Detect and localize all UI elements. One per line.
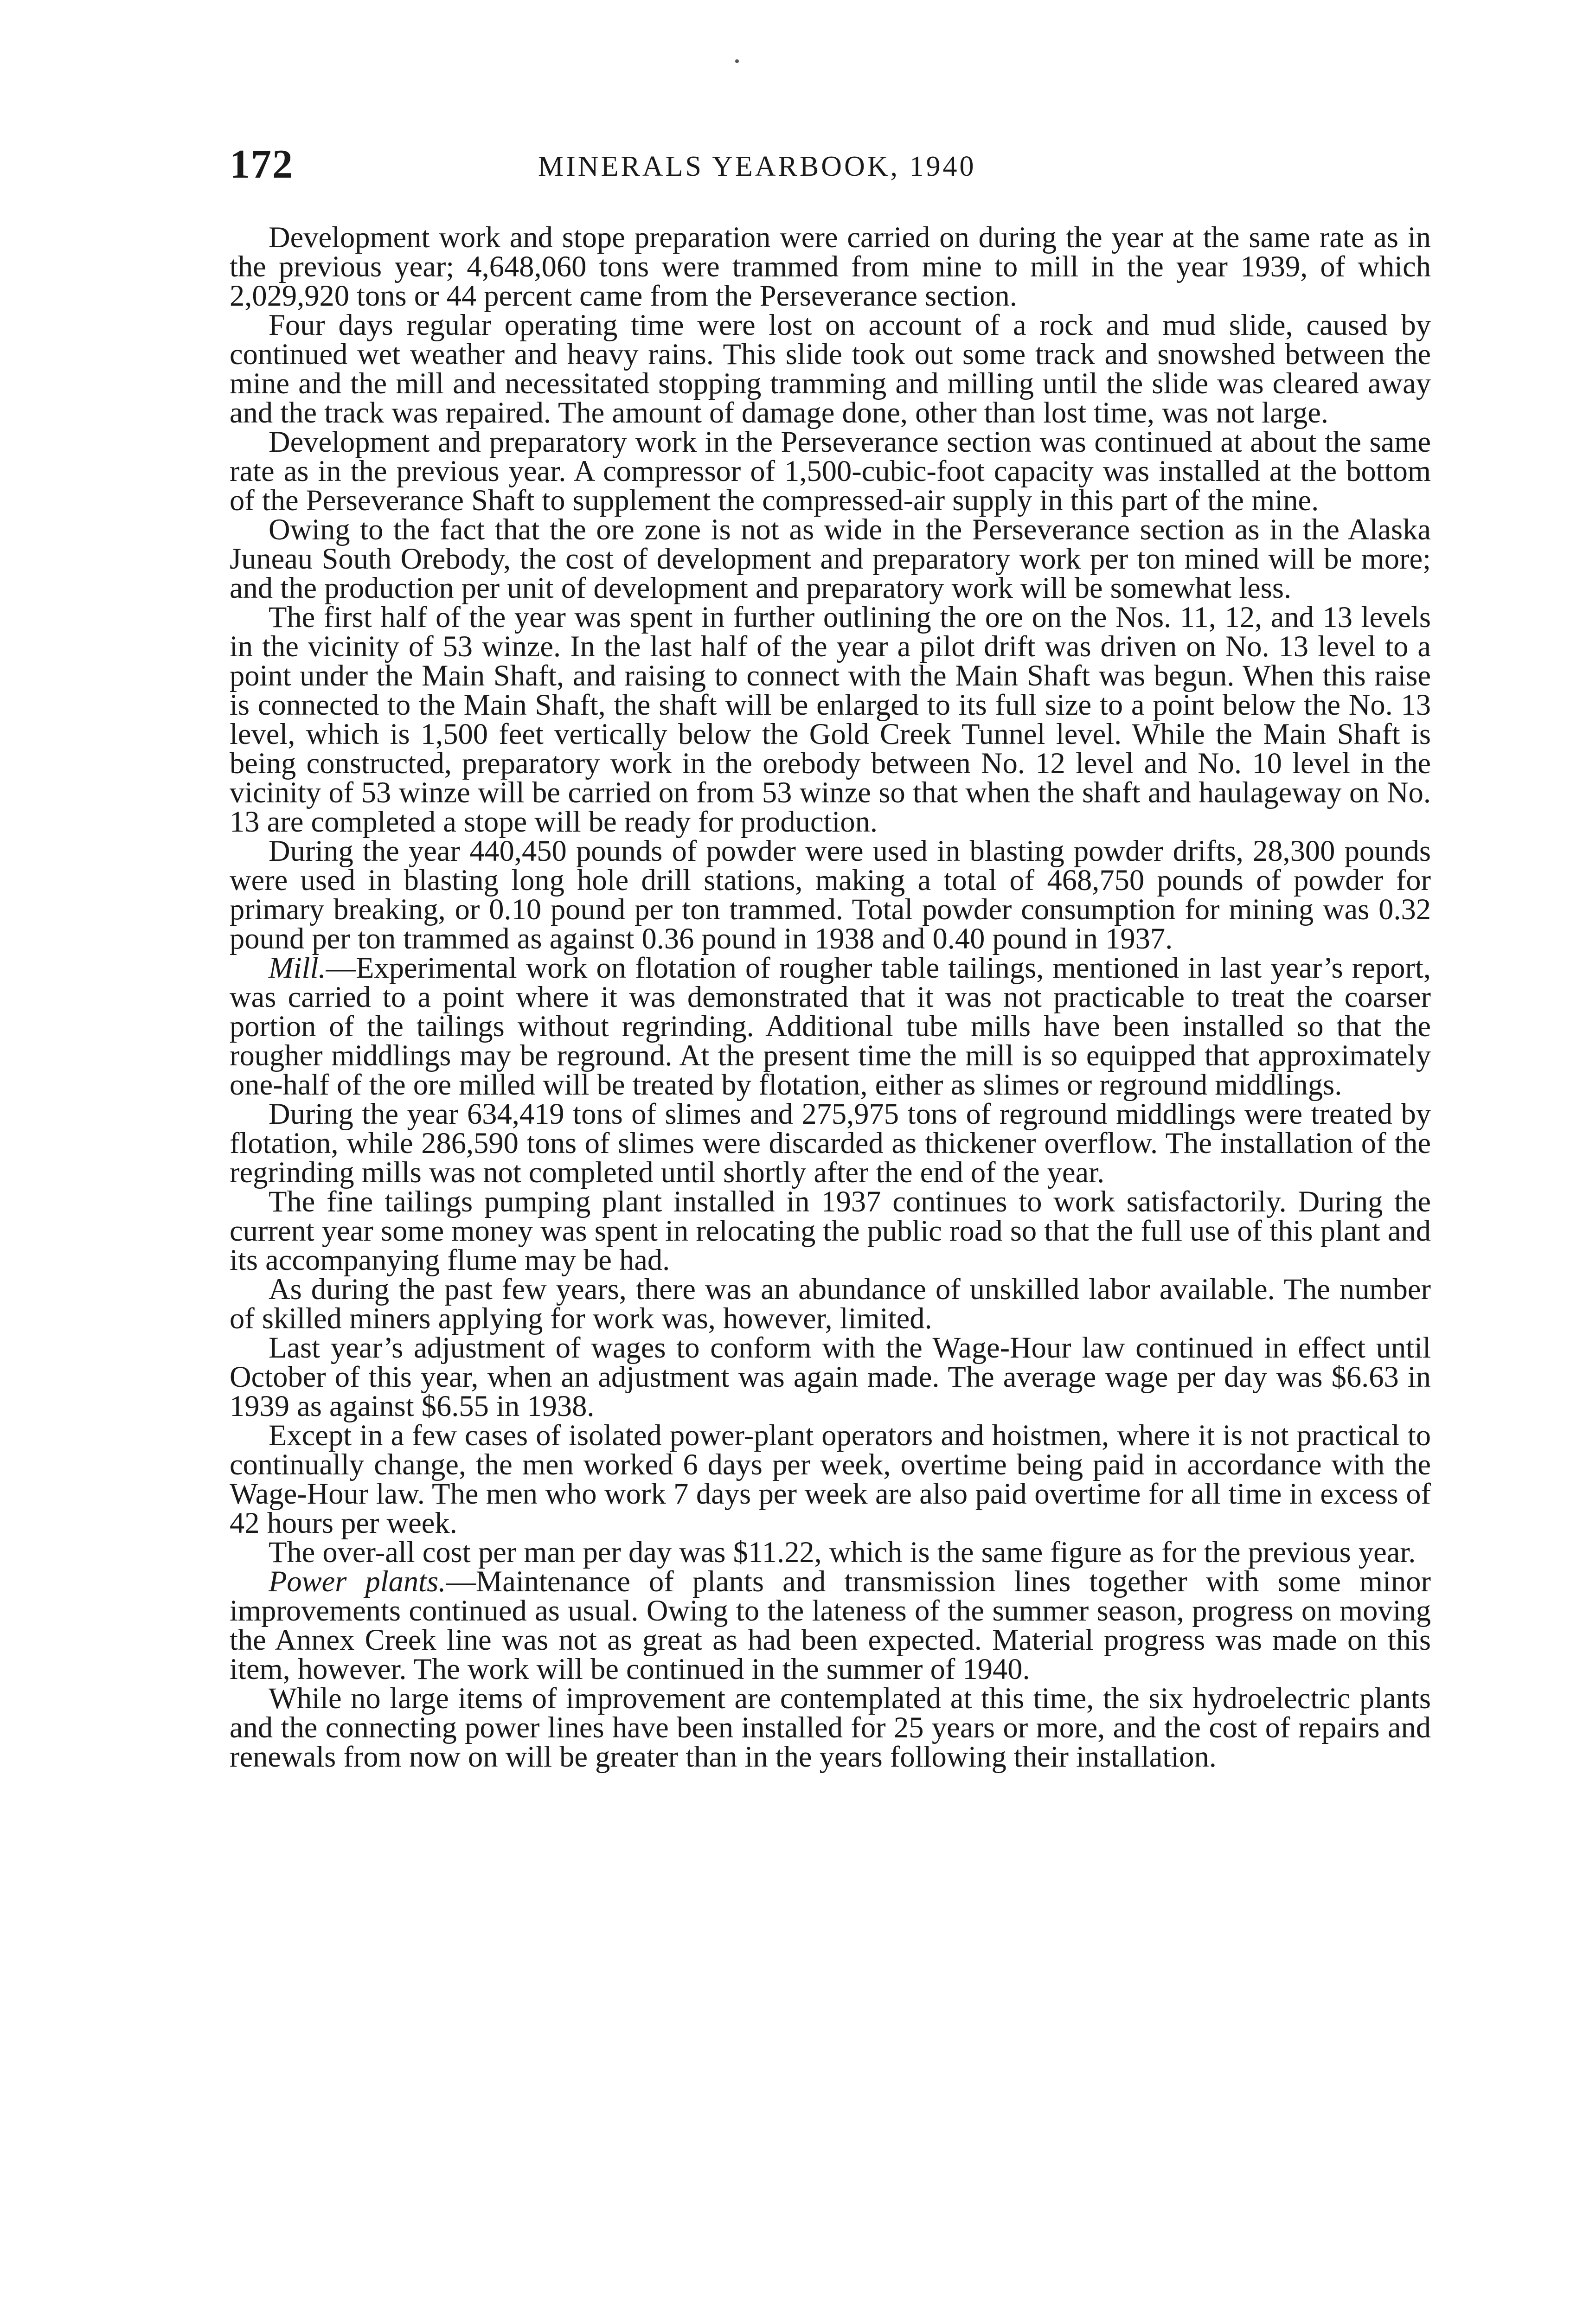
- paragraph-text: The first half of the year was spent in further outlining the ore on the Nos. 11, 12, and 13 levels in the vicinity of 53 winze. In the last half of the year a pilot drift was driven on No. 13 level to a point under the Main Shaft, and raising to connect with the Main Shaft was begun. When this raise is connected to the Main Shaft, the shaft will be enlarged to its full size to a point below the No. 13 level, which is 1,500 feet vertically below the Gold Creek Tunnel level. While the Main Shaft is being constructed, preparatory work in the orebody between No. 12 level and No. 10 level in the vicinity of 53 winze will be carried on from 53 winze so that when the shaft and haulageway on No. 13 are completed a stope will be ready for production.: [230, 601, 1431, 838]
- paragraph: [230, 953, 1431, 1099]
- paragraph: [230, 1537, 1431, 1567]
- paragraph: [230, 602, 1431, 836]
- paragraph-text: —Experimental work on flotation of rougher table tailings, mentioned in last year’s report, was carried to a point where it was demonstrated that it was not practicable to treat the coarser portion of the tailings without regrinding. Additional tube mills have been installed so that the rougher middlings may be reground. At the present time the mill is so equipped that approximately one-half of the ore milled will be treated by flotation, either as slimes or reground middlings.: [230, 951, 1431, 1101]
- paragraph-text: Last year’s adjustment of wages to conform with the Wage-Hour law continued in effect until October of this year, when an adjustment was again made. The average wage per day was $6.63 in 1939 as against $6.55 in 1938.: [230, 1331, 1431, 1422]
- paragraph-text: Owing to the fact that the ore zone is not as wide in the Perseverance section as in the Alaska Juneau South Orebody, the cost of development and preparatory work per ton mined will be more; and the production per unit of development and preparatory work will be somewhat less.: [230, 513, 1431, 604]
- paragraph: [230, 310, 1431, 427]
- paragraph-text: As during the past few years, there was an abundance of unskilled labor available. The number of skilled miners applying for work was, however, limited.: [230, 1273, 1431, 1335]
- page-number: 172: [230, 142, 294, 187]
- paragraph: [230, 1333, 1431, 1421]
- paragraph: [230, 1275, 1431, 1333]
- section-lead: Power plants.: [269, 1565, 446, 1598]
- paragraph: [230, 1187, 1431, 1275]
- paragraph: [230, 1099, 1431, 1187]
- body-text: [230, 223, 1431, 1771]
- section-lead: Mill.: [269, 951, 326, 984]
- paragraph: [230, 427, 1431, 515]
- paragraph-text: The fine tailings pumping plant installed in 1937 continues to work satisfactorily. During the current year some money was spent in relocating the public road so that the full use of this plant and its accompanying flume may be had.: [230, 1185, 1431, 1276]
- paragraph-text: During the year 440,450 pounds of powder were used in blasting powder drifts, 28,300 pounds were used in blasting long hole drill stations, making a total of 468,750 pounds of powder for primary breaking, or 0.10 pound per ton trammed. Total powder consumption for mining was 0.32 pound per ton trammed as against 0.36 pound in 1938 and 0.40 pound in 1937.: [230, 834, 1431, 955]
- paragraph: [230, 836, 1431, 953]
- paragraph: [230, 1684, 1431, 1771]
- page-header: [230, 139, 1431, 195]
- paragraph: [230, 1421, 1431, 1537]
- paragraph: [230, 223, 1431, 310]
- paragraph: [230, 515, 1431, 602]
- paragraph-text: During the year 634,419 tons of slimes and 275,975 tons of reground middlings were treated by flotation, while 286,590 tons of slimes were discarded as thickener overflow. The installation of the regrinding mills was not completed until shortly after the end of the year.: [230, 1097, 1431, 1189]
- running-title: MINERALS YEARBOOK, 1940: [538, 151, 976, 182]
- paragraph-text: —Maintenance of plants and transmission lines together with some minor improvements continued as usual. Owing to the lateness of the summer season, progress on moving the Annex Creek line was not as great as had been expected. Material progress was made on this item, however. The work will be continued in the summer of 1940.: [230, 1565, 1431, 1685]
- scan-speck: [735, 59, 739, 63]
- paragraph-text: Four days regular operating time were lost on account of a rock and mud slide, caused by continued wet weather and heavy rains. This slide took out some track and snowshed between the mine and the mill and necessitated stopping tramming and milling until the slide was cleared away and the track was repaired. The amount of damage done, other than lost time, was not large.: [230, 308, 1431, 429]
- paragraph: [230, 1567, 1431, 1684]
- paragraph-text: The over-all cost per man per day was $11.22, which is the same figure as for the previous year.: [269, 1536, 1416, 1569]
- paragraph-text: While no large items of improvement are contemplated at this time, the six hydroelectric plants and the connecting power lines have been installed for 25 years or more, and the cost of repairs and renewals from now on will be greater than in the years following their installation.: [230, 1682, 1431, 1773]
- paragraph-text: Except in a few cases of isolated power-plant operators and hoistmen, where it is not practical to continually change, the men worked 6 days per week, overtime being paid in accordance with the Wage-Hour law. The men who work 7 days per week are also paid overtime for all time in excess of 42 hours per week.: [230, 1419, 1431, 1539]
- paragraph-text: Development and preparatory work in the Perseverance section was continued at about the same rate as in the previous year. A compressor of 1,500-cubic-foot capacity was installed at the bottom of the Perseverance Shaft to supplement the compressed-air supply in this part of the mine.: [230, 425, 1431, 517]
- paragraph-text: Development work and stope preparation were carried on during the year at the same rate as in the previous year; 4,648,060 tons were trammed from mine to mill in the year 1939, of which 2,029,920 tons or 44 percent came from the Perseverance section.: [230, 221, 1431, 312]
